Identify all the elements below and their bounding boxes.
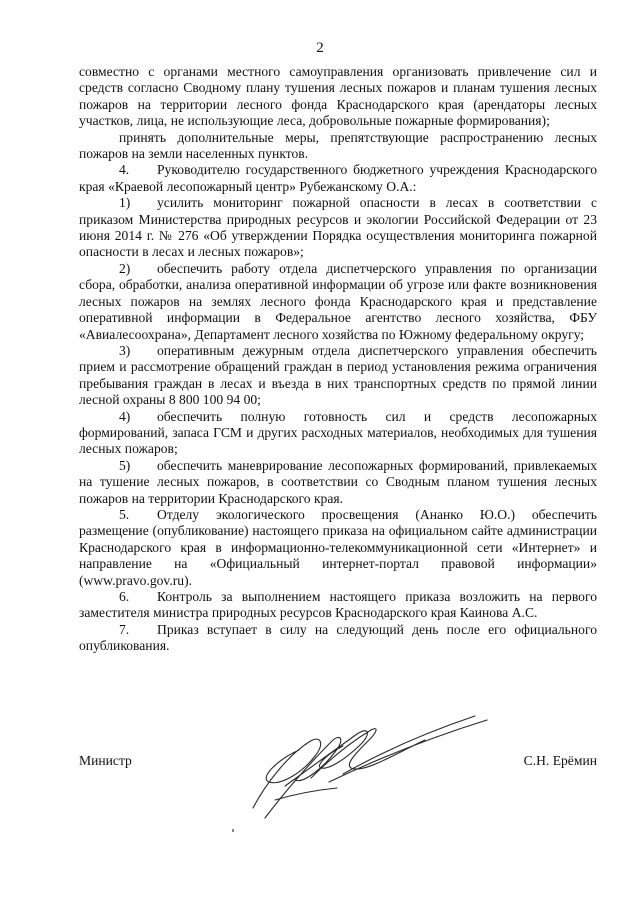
paragraph-item-5: 5. Отделу экологического просвещения (Ананко Ю.О.) обеспечить размещение (опубликование) настоящего приказа на официальном сайте администрации Краснодарского края в информационно-телекоммуникационной сети «Интернет» и направление на «Официальный интернет-портал правовой информации» (www.pravo.gov.ru).	[79, 506, 597, 588]
paragraph-item-6: 6. Контроль за выполнением настоящего приказа возложить на первого заместителя министра природных ресурсов Краснодарского края Каинова А.С.	[79, 589, 597, 621]
item-number: 6.	[119, 589, 130, 604]
paragraph-subitem-3: 3) оперативным дежурным отдела диспетчерского управления обеспечить прием и рассмотрение обращений граждан в период установления режима ограничения пребывания граждан в лесах и въезда в них транспортных средств по прямой линии лесной охраны 8 800 100 94 00;	[79, 342, 597, 408]
signatory-name: С.Н. Ерёмин	[523, 753, 597, 768]
paragraph-subitem-2: 2) обеспечить работу отдела диспетчерского управления по организации сбора, обработки, анализа оперативной информации об угрозе или факте возникновения лесных пожаров на землях лесного фонда Краснодарского края и представление оперативной информации в Федеральное агентство лесного хозяйства, ФБУ «Авиалесоохрана», Департамент лесного хозяйства по Южному федеральному округу;	[79, 260, 597, 342]
item-number: 4)	[119, 408, 131, 424]
signature-block	[79, 752, 597, 772]
paragraph-subitem-4: 4) обеспечить полную готовность сил и средств лесопожарных формирований, запаса ГСМ и других расходных материалов, необходимых для тушения лесных пожаров;	[79, 408, 597, 457]
item-number: 2)	[119, 260, 131, 276]
paragraph-additional-measures: принять дополнительные меры, препятствующие распространению лесных пожаров на земли населенных пунктов.	[79, 129, 597, 162]
paragraph-subitem-1: 1) усилить мониторинг пожарной опасности в лесах в соответствии с приказом Министерства природных ресурсов и экологии Российской Федерации от 23 июня 2014 г. № 276 «Об утверждении Порядка осуществления мониторинга пожарной опасности в лесах и лесных пожаров»;	[79, 195, 597, 260]
item-number: 5)	[119, 457, 131, 473]
document-body	[79, 64, 597, 655]
page-number: 2	[316, 40, 324, 56]
item-number: 7.	[119, 621, 130, 637]
item-number: 1)	[119, 195, 131, 211]
signatory-title: Министр	[79, 753, 132, 768]
item-number: 3)	[119, 342, 131, 358]
scan-speck	[232, 829, 234, 832]
item-number: 4.	[119, 162, 130, 178]
item-number: 5.	[119, 506, 130, 522]
paragraph-subitem-5: 5) обеспечить маневрирование лесопожарных формирований, привлекаемых на тушение лесных пожаров, в соответствии со Сводным планом тушения лесных пожаров на территории Краснодарского края.	[79, 457, 597, 506]
paragraph-item-4: 4. Руководителю государственного бюджетного учреждения Краснодарского края «Краевой лесопожарный центр» Рубежанскому О.А.:	[79, 162, 597, 194]
paragraph-item-7: 7. Приказ вступает в силу на следующий день после его официального опубликования.	[79, 621, 597, 654]
paragraph-organize-forces: совместно с органами местного самоуправления организовать привлечение сил и средств согласно Сводному плану тушения лесных пожаров и планам тушения лесных пожаров на территории лесного фонда Краснодарского края (арендаторы лесных участков, лица, не использующие леса, добровольные пожарные формирования);	[79, 64, 597, 129]
